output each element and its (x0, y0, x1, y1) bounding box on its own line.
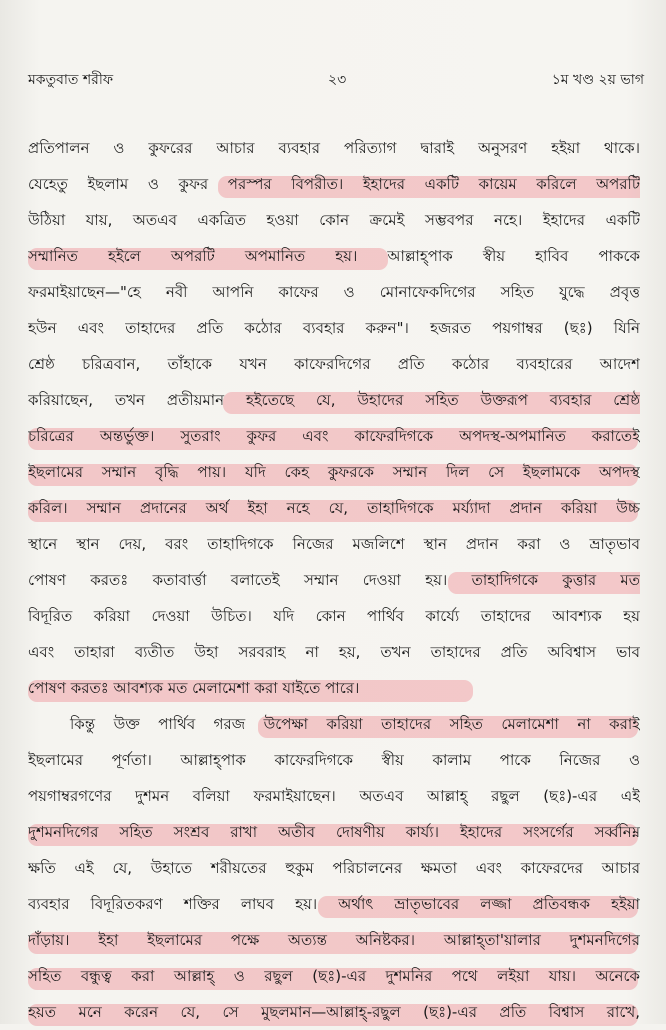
text-line: স্থানে স্থান দেয়, বরং তাহাদিগকে নিজের মজলিশে স্থান প্রদান করা ও ভ্রাতৃভাব (28, 535, 640, 553)
text-line: প্রতিপালন ও কুফরের আচার ব্যবহার পরিত্যাগ দ্বারাই অনুসরণ হইয়া থাকে। (28, 139, 640, 157)
text-line: সহিত বন্ধুত্ব করা আল্লাহ্ ও রছুল (ছঃ)-এর দুশমনির পথে লইয়া যায়। অনেকে (28, 958, 640, 994)
page-header (28, 68, 644, 92)
text-line: সম্মানিত হইলে অপরটি অপমানিত হয়। আল্লাহ্পাক স্বীয় হাবিব পাককে (28, 238, 640, 274)
text-line: ব্যবহার বিদূরিতকরণ শক্তির লাঘব হয়। অর্থাৎ ভ্রাতৃভাবের লজ্জা প্রতিবন্ধক হইয়া (28, 886, 640, 922)
text-line: পোষণ করতঃ কতাবার্ত্তা বলাতেই সম্মান দেওয়া হয়। তাহাদিগকে কুত্তার মত (28, 562, 640, 598)
text-line: ইছলামের সম্মান বৃদ্ধি পায়। যদি কেহ কুফরকে সম্মান দিল সে ইছলামকে অপদস্থ (28, 454, 640, 490)
body-text (28, 130, 640, 1030)
text-line: হয়ত মনে করেন যে, সে মুছলমান—আল্লাহ্-রছুল (ছঃ)-এর প্রতি বিশ্বাস রাখে, (28, 994, 640, 1030)
text-line: কিন্তু উক্ত পার্থিব গরজ উপেক্ষা করিয়া তাহাদের সহিত মেলামেশা না করাই (28, 706, 640, 742)
text-line: বিদূরিত করিয়া দেওয়া উচিত। যদি কোন পার্থিব কার্য্যে তাহাদের আবশ্যক হয় (28, 607, 640, 625)
book-title: মকতুবাত শরীফ (28, 72, 114, 88)
text-line: দাঁড়ায়। ইহা ইছলামের পক্ষে অত্যন্ত অনিষ্টকর। আল্লাহ্তা'য়ালার দুশমনদিগের (28, 922, 640, 958)
text-line: পয়গাম্বরগণের দুশমন বলিয়া ফরমাইয়াছেন। অতএব আল্লাহ্ রছুল (ছঃ)-এর এই (28, 787, 640, 805)
text-line: এবং তাহারা ব্যতীত উহা সরবরাহ না হয়, তখন তাহাদের প্রতি অবিশ্বাস ভাব (28, 643, 640, 661)
volume-label: ১ম খণ্ড ২য় ভাগ (551, 72, 644, 88)
text-line: চরিত্রের অন্তর্ভুক্ত। সুতরাং কুফর এবং কাফেরদিগকে অপদস্থ-অপমানিত করাতেই (28, 418, 640, 454)
text-line: ক্ষতি এই যে, উহাতে শরীয়তের হুকুম পরিচালনের ক্ষমতা এবং কাফেরদের আচার (28, 859, 640, 877)
text-line: ইছলামের পূর্ণতা। আল্লাহ্পাক কাফেরদিগকে স্বীয় কালাম পাকে নিজের ও (28, 751, 640, 769)
text-line: উঠিয়া যায়, অতএব একত্রিত হওয়া কোন ক্রমেই সম্ভবপর নহে। ইহাদের একটি (28, 211, 640, 229)
page-number: ২৩ (328, 72, 347, 88)
text-line: দুশমনদিগের সহিত সংশ্রব রাখা অতীব দোষণীয় কার্য্য। ইহাদের সংসর্গের সর্ব্বনিম্ন (28, 814, 640, 850)
text-line: করিল। সম্মান প্রদানের অর্থ ইহা নহে যে, তাহাদিগকে মর্য্যাদা প্রদান করিয়া উচ্চ (28, 490, 640, 526)
text-line: ফরমাইয়াছেন—"হে নবী আপনি কাফের ও মোনাফেকদিগের সহিত যুদ্ধে প্রবৃত্ত (28, 283, 640, 301)
text-line: যেহেতু ইছলাম ও কুফর পরস্পর বিপরীত। ইহাদের একটি কায়েম করিলে অপরটি (28, 166, 640, 202)
text-line: হউন এবং তাহাদের প্রতি কঠোর ব্যবহার করুন"। হজরত পয়গাম্বর (ছঃ) যিনি (28, 319, 640, 337)
text-line: শ্রেষ্ঠ চরিত্রবান, তাঁহাকে যখন কাফেরদিগের প্রতি কঠোর ব্যবহারের আদেশ (28, 355, 640, 373)
text-line: পোষণ করতঃ আবশ্যক মত মেলামেশা করা যাইতে পারে। (28, 670, 640, 706)
text-line: করিয়াছেন, তখন প্রতীয়মান হইতেছে যে, উহাদের সহিত উক্তরূপ ব্যবহার শ্রেষ্ঠ (28, 382, 640, 418)
